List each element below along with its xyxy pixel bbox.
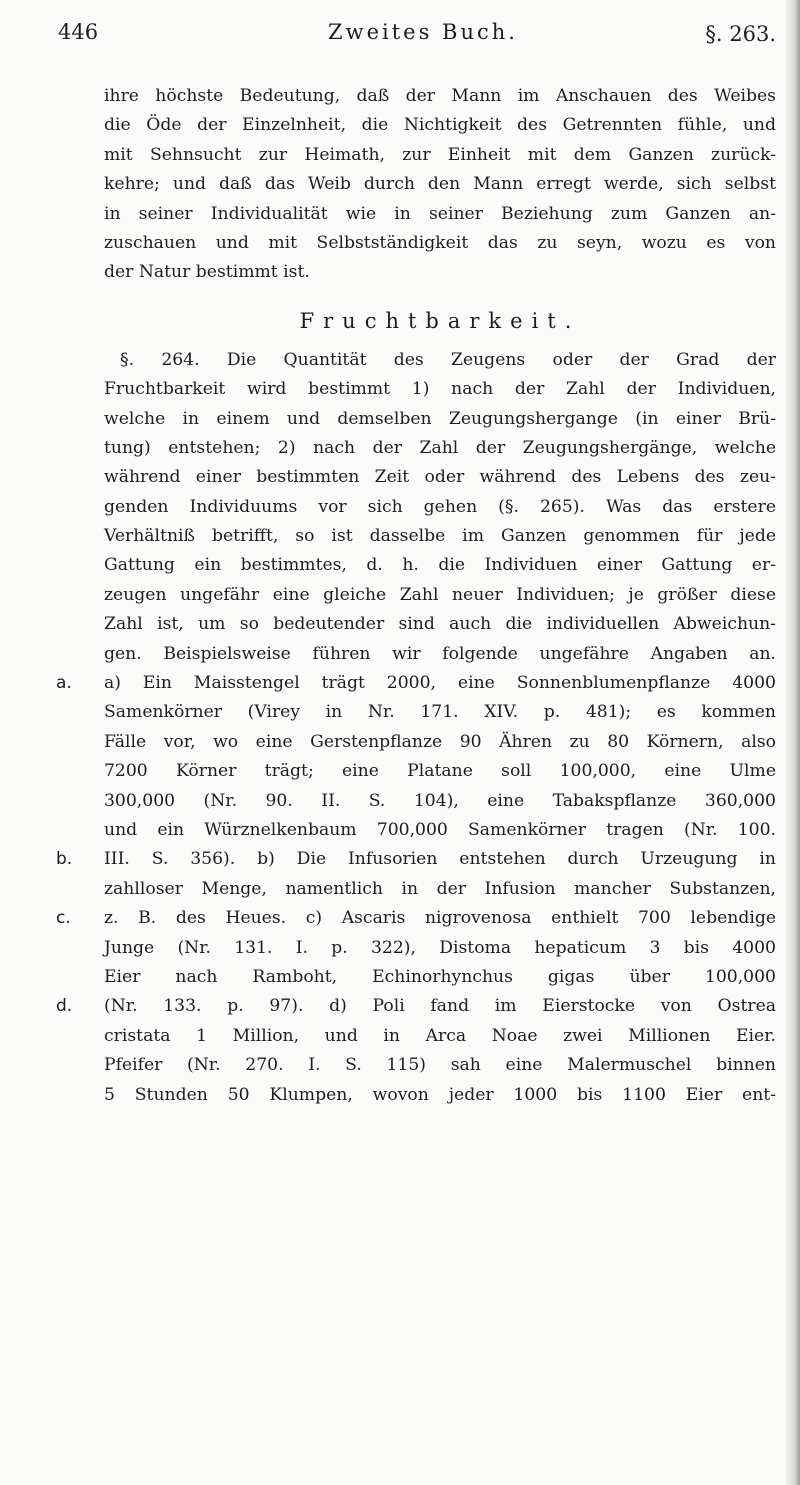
text-line [56,992,776,1021]
line-text: tung) entstehen; 2) nach der Zahl der Zeugungshergänge, welche [104,437,776,458]
line-text: Pfeifer (Nr. 270. I. S. 115) sah eine Malermuschel binnen [104,1055,776,1076]
line-text: a) Ein Maisstengel trägt 2000, eine Sonnenblumenpflanze 4000 [104,673,776,694]
line-text: 7200 Körner trägt; eine Platane soll 100,000, eine Ulme [104,761,776,782]
running-title: Zweites Buch. [328,20,518,44]
line-text: Fruchtbarkeit wird bestimmt 1) nach der Zahl der Individuen, [104,379,776,400]
text-line [104,258,776,287]
line-text: genden Individuums vor sich gehen (§. 265). Was das erstere [104,496,776,517]
text-line [104,551,776,580]
section-marker: §. 263. [705,22,776,46]
line-text: zuschauen und mit Selbstständigkeit das zu seyn, wozu es von [104,232,776,253]
text-line [104,757,776,786]
text-line [104,1022,776,1051]
line-text: cristata 1 Million, und in Arca Noae zwei Millionen Eier. [104,1025,776,1046]
line-text: Gattung ein bestimmtes, d. h. die Individuen einer Gattung er- [104,555,776,576]
line-text: 300,000 (Nr. 90. II. S. 104), eine Tabakspflanze 360,000 [104,790,776,811]
line-text: z. B. des Heues. c) Ascaris nigrovenosa enthielt 700 lebendige [104,908,776,929]
text-line [104,375,776,404]
line-text: 5 Stunden 50 Klumpen, wovon jeder 1000 bis 1100 Eier ent- [104,1084,776,1105]
line-text: gen. Beispielsweise führen wir folgende ungefähre Angaben an. [104,643,776,664]
page-number: 446 [58,20,99,44]
line-text: kehre; und daß das Weib durch den Mann erregt werde, sich selbst [104,174,776,195]
text-line [104,493,776,522]
paragraph-fertility [56,346,776,1110]
text-line [56,904,776,933]
text-line [104,405,776,434]
text-line [104,581,776,610]
text-line [104,1081,776,1110]
line-text: mit Sehnsucht zur Heimath, zur Einheit mit dem Ganzen zurück- [104,144,776,165]
text-line [104,610,776,639]
text-line [104,82,776,111]
text-line [56,669,776,698]
line-text: die Öde der Einzelnheit, die Nichtigkeit des Getrennten fühle, und [104,115,776,136]
line-text: der Natur bestimmt ist. [104,262,310,283]
text-line [104,170,776,199]
text-line [104,522,776,551]
margin-label: b. [56,849,73,870]
line-text: III. S. 356). b) Die Infusorien entstehen durch Urzeugung in [104,849,776,870]
text-line [104,698,776,727]
running-header [58,18,776,58]
line-text: zeugen ungefähr eine gleiche Zahl neuer Individuen; je größer diese [104,584,776,605]
margin-label: a. [56,673,72,694]
line-text: Junge (Nr. 131. I. p. 322), Distoma hepaticum 3 bis 4000 [104,937,776,958]
line-text: §. 264. Die Quantität des Zeugens oder der Grad der [120,349,776,370]
margin-label: c. [56,908,71,929]
text-line [104,1051,776,1080]
text-line [104,816,776,845]
line-text: (Nr. 133. p. 97). d) Poli fand im Eierstocke von Ostrea [104,996,776,1017]
line-text: Verhältniß betrifft, so ist dasselbe im Ganzen genommen für jede [104,526,776,547]
paragraph-sexual-significance [104,82,776,288]
line-text: zahlloser Menge, namentlich in der Infusion mancher Substanzen, [104,878,776,899]
text-line [104,229,776,258]
line-text: Eier nach Ramboht, Echinorhynchus gigas über 100,000 [104,966,776,987]
text-line [104,200,776,229]
text-line [104,963,776,992]
section-heading: Fruchtbarkeit. [299,308,581,333]
line-text: in seiner Individualität wie in seiner Beziehung zum Ganzen an- [104,203,776,224]
margin-label: d. [56,996,73,1017]
text-line [104,640,776,669]
line-text: und ein Würznelkenbaum 700,000 Samenkörner tragen (Nr. 100. [104,819,776,840]
text-line [104,934,776,963]
line-text: Samenkörner (Virey in Nr. 171. XIV. p. 481); es kommen [104,702,776,723]
text-line [104,463,776,492]
line-text: während einer bestimmten Zeit oder während des Lebens des zeu- [104,467,776,488]
line-text: ihre höchste Bedeutung, daß der Mann im Anschauen des Weibes [104,86,776,106]
text-line [104,875,776,904]
page-body [56,82,776,1110]
text-line [104,728,776,757]
line-text: Zahl ist, um so bedeutender sind auch die individuellen Abweichun- [104,614,776,635]
text-line [104,141,776,170]
line-text: welche in einem und demselben Zeugungshergange (in einer Brü- [104,408,776,429]
line-text: Fälle vor, wo eine Gerstenpflanze 90 Ähren zu 80 Körnern, also [104,731,776,752]
text-line [104,434,776,463]
text-line [104,346,776,375]
text-line [56,845,776,874]
text-line [104,111,776,140]
text-line [104,787,776,816]
page-binding-edge [786,0,800,1485]
